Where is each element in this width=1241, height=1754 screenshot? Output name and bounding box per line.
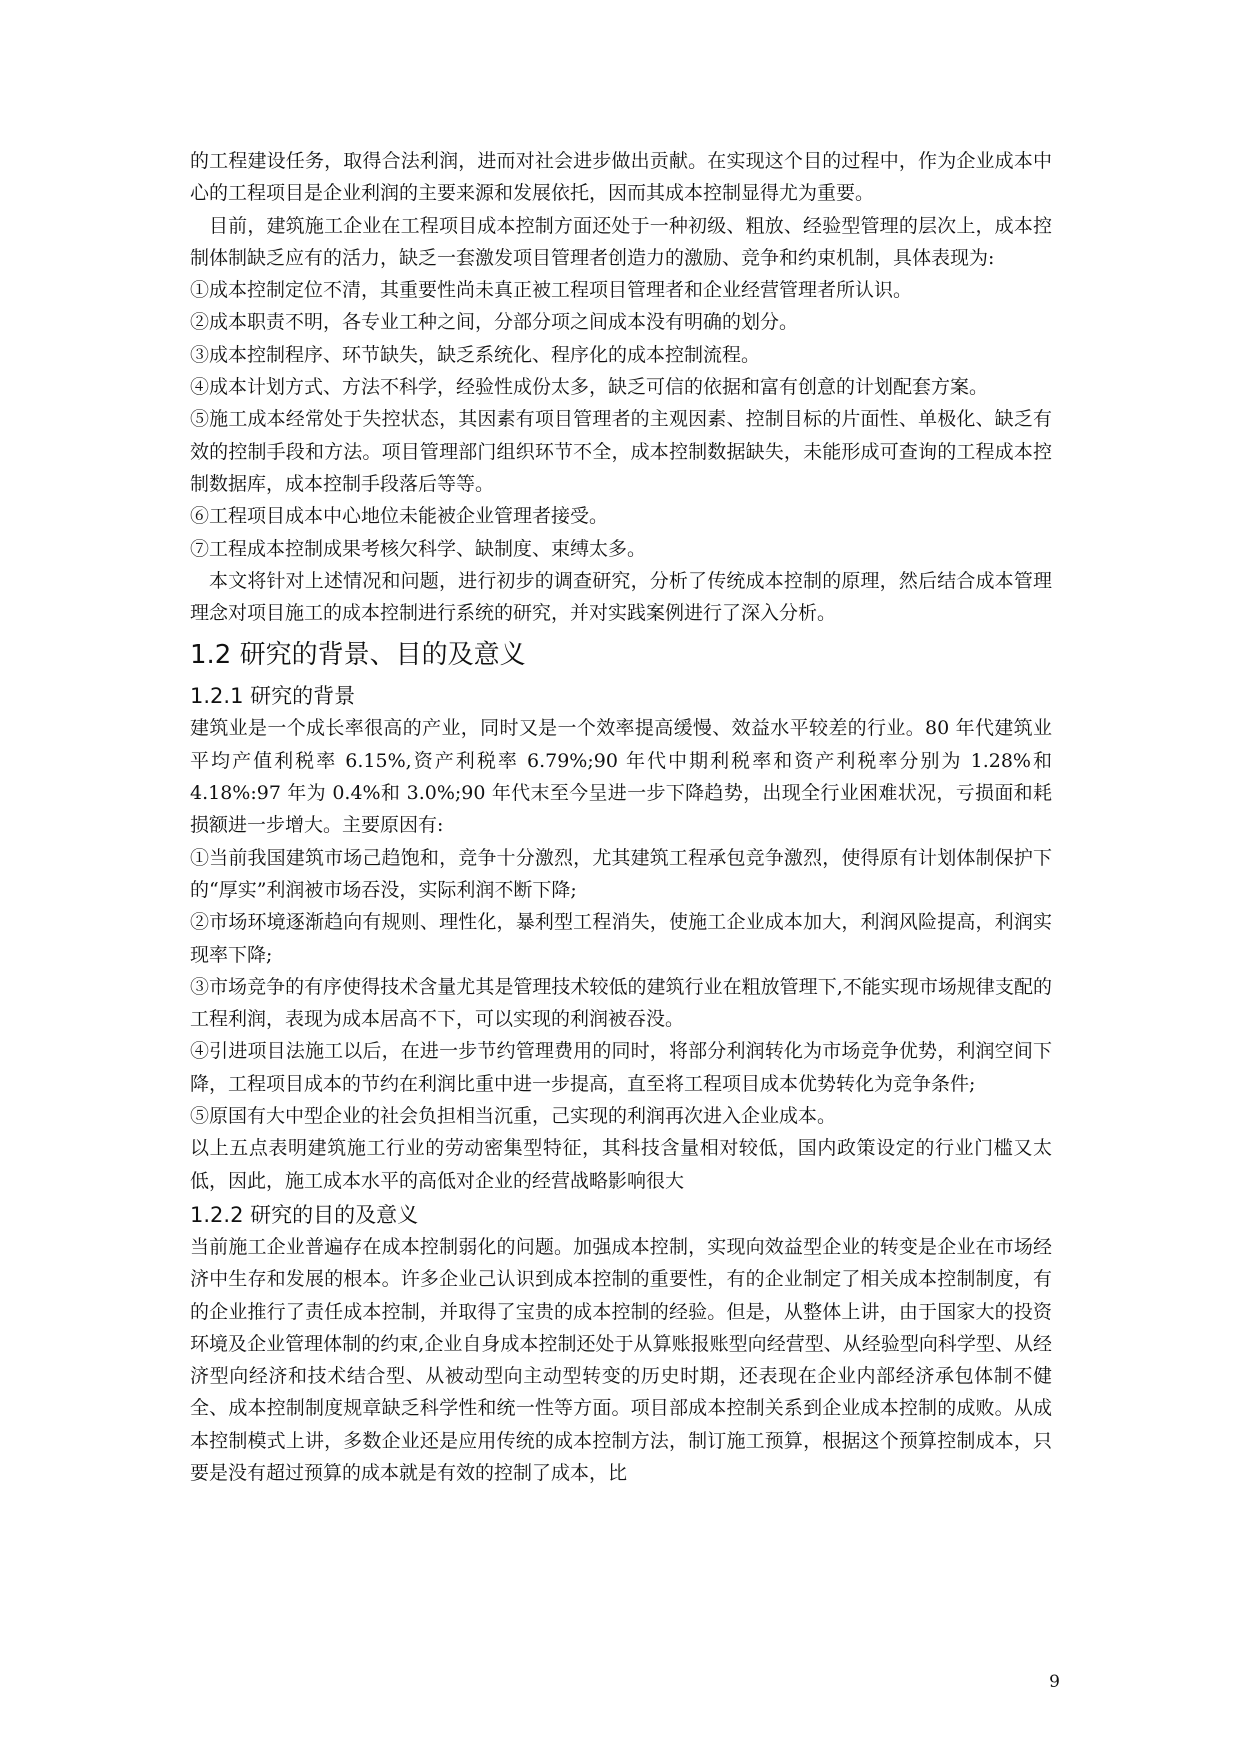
list-item-4: ④成本计划方式、方法不科学，经验性成份太多，缺乏可信的依据和富有创意的计划配套方案。 xyxy=(190,376,989,399)
list-item-1: ①成本控制定位不清，其重要性尚未真正被工程项目管理者和企业经营管理者所认识。 xyxy=(190,279,913,302)
paragraph-purpose: 当前施工企业普遍存在成本控制弱化的问题。加强成本控制，实现向效益型企业的转变是企业在市场经济中生存和发展的根本。许多企业己认识到成本控制的重要性，有的企业制定了相关成本控制制度，有的企业推行了责任成本控制，并取得了宝贵的成本控制的经验。但是，从整体上讲，由于国家大的投资环境及企业管理体制的约束,企业自身成本控制还处于从算账报账型向经营型、从经验型向科学型、从经济型向经济和技术结合型、从被动型向主动型转变的历史时期，还表现在企业内部经济承包体制不健全、成本控制制度规章缺乏科学性和统一性等方面。项目部成本控制关系到企业成本控制的成败。从成本控制模式上讲，多数企业还是应用传统的成本控制方法，制订施工预算，根据这个预算控制成本，只要是没有超过预算的成本就是有效的控制了成本，比 xyxy=(190,1235,1052,1484)
paragraph-current-status: 目前，建筑施工企业在工程项目成本控制方面还处于一种初级、粗放、经验型管理的层次上，成本控制体制缺乏应有的活力，缺乏一套激发项目管理者创造力的激励、竞争和约束机制，具体表现为: xyxy=(190,214,1052,269)
reason-item-1: ①当前我国建筑市场己趋饱和，竞争十分激烈，尤其建筑工程承包竞争激烈，使得原有计划体制保护下的“厚实”利润被市场吞没，实际利润不断下降; xyxy=(190,846,1052,901)
list-item-6: ⑥工程项目成本中心地位未能被企业管理者接受。 xyxy=(190,505,609,528)
reason-item-3: ③市场竞争的有序使得技术含量尤其是管理技术较低的建筑行业在粗放管理下,不能实现市场规律支配的工程利润，表现为成本居高不下，可以实现的利润被吞没。 xyxy=(190,975,1052,1031)
paragraph-intro-continued: 的工程建设任务，取得合法利润，进而对社会进步做出贡献。在实现这个目的过程中，作为企业成本中心的工程项目是企业利润的主要来源和发展依托，因而其成本控制显得尤为重要。 xyxy=(190,150,1052,205)
subsection-heading-1-2-1: 1.2.1 研究的背景 xyxy=(190,684,356,709)
list-item-2: ②成本职责不明，各专业工种之间，分部分项之间成本没有明确的划分。 xyxy=(190,311,799,334)
reason-item-4: ④引进项目法施工以后，在进一步节约管理费用的同时，将部分利润转化为市场竞争优势，利润空间下降，工程项目成本的节约在利润比重中进一步提高，直至将工程项目成本优势转化为竞争条件; xyxy=(190,1040,1052,1095)
section-heading-1-2: 1.2 研究的背景、目的及意义 xyxy=(190,640,526,671)
list-item-7: ⑦工程成本控制成果考核欠科学、缺制度、束缚太多。 xyxy=(190,537,647,560)
page-number: 9 xyxy=(1049,1672,1060,1692)
list-item-3: ③成本控制程序、环节缺失，缺乏系统化、程序化的成本控制流程。 xyxy=(190,343,761,366)
reason-item-5: ⑤原国有大中型企业的社会负担相当沉重，己实现的利润再次进入企业成本。 xyxy=(190,1105,837,1128)
subsection-heading-1-2-2: 1.2.2 研究的目的及意义 xyxy=(190,1202,419,1227)
paragraph-summary: 以上五点表明建筑施工行业的劳动密集型特征，其科技含量相对较低，国内政策设定的行业门槛又太低，因此，施工成本水平的高低对企业的经营战略影响很大 xyxy=(190,1137,1052,1192)
paragraph-background: 建筑业是一个成长率很高的产业，同时又是一个效率提高缓慢、效益水平较差的行业。80 年代建筑业平均产值利税率 6.15%,资产利税率 6.79%;90 年代中期利税率和资产利税率分别为 1.28%和 4.18%:97 年为 0.4%和 3.0%;90 年代末至今呈进一步下降趋势，出现全行业困难状况，亏损面和耗损额进一步增大。主要原因有: xyxy=(190,717,1052,837)
list-item-5: ⑤施工成本经常处于失控状态，其因素有项目管理者的主观因素、控制目标的片面性、单极化、缺乏有效的控制手段和方法。项目管理部门组织环节不全，成本控制数据缺失，未能形成可查询的工程成本控制数据库，成本控制手段落后等等。 xyxy=(190,408,1052,495)
paragraph-this-paper: 本文将针对上述情况和问题，进行初步的调查研究，分析了传统成本控制的原理，然后结合成本管理理念对项目施工的成本控制进行系统的研究，并对实践案例进行了深入分析。 xyxy=(190,569,1052,625)
page-body xyxy=(190,145,1052,1489)
reason-item-2: ②市场环境逐渐趋向有规则、理性化，暴利型工程消失，使施工企业成本加大，利润风险提高，利润实现率下降; xyxy=(190,911,1052,966)
